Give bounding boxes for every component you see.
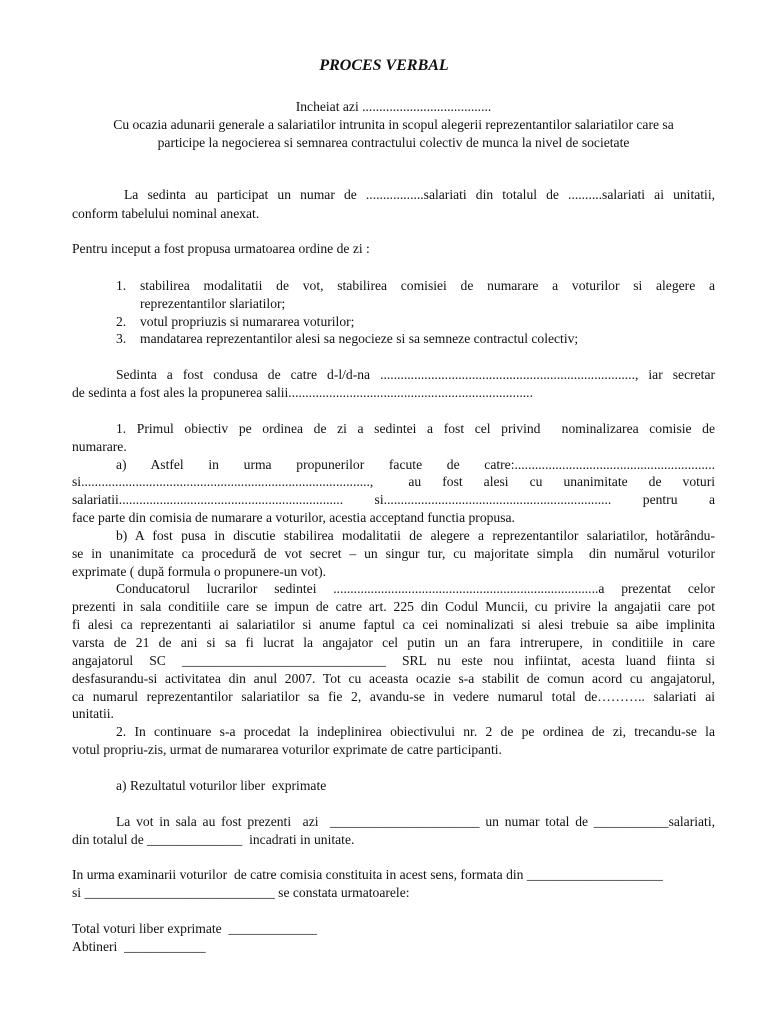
point-a-line-3: salariatii.................................................................. si................................................................... pentru a [72,492,715,507]
agenda-item-2: votul propriuzis si numararea voturilor; [140,314,355,329]
objective-2-line-2: votul propriu-zis, urmat de numararea voturilor exprimate de catre participanti. [72,742,502,757]
participants-line-1: La sedinta au participat un numar de .................salariati din totalul de ..........salariati ai unitatii, [124,187,715,202]
date-line: Incheiat azi ...................................... [295,99,492,114]
conditions-line-5: angajatorul SC ______________________________ SRL nu este nou infiintat, acesta luand fiinta si [72,653,715,668]
conditions-line-8: unitatii. [72,706,114,721]
conditions-line-1: Conducatorul lucrarilor sedintei ..............................................................................a prezentat celor [116,581,715,596]
conditions-line-2: prezenti in sala conditiile care se impun de catre art. 225 din Codul Muncii, cu privire la angajatii care pot [72,599,715,614]
agenda-number-3: 3. [116,331,127,346]
conditions-line-3: fi alesi ca reprezentanti ai salariatilor si anume faptul ca cei nominalizati si alesi trebuie sa aibe implinita [72,617,715,632]
result-heading: a) Rezultatul voturilor liber exprimate [116,778,327,793]
point-a-line-1: a) Astfel in urma propunerilor facute de catre:........................................................... [116,457,715,472]
chair-line-1: Sedinta a fost condusa de catre d-l/d-na ..........................................................................., iar secretar [116,367,715,382]
agenda-item-3: mandatarea reprezentantilor alesi sa negocieze si sa semneze contractul colectiv; [140,331,579,346]
header-line-1: Cu ocazia adunarii generale a salariatilor intrunita in scopul alegerii reprezentantilor salariatilor care sa [113,117,674,132]
header-line-2: participe la negocierea si semnarea contractului colectiv de munca la nivel de societate [157,135,630,150]
point-a-line-2: si....................................................................................., au fost alesi cu unanimitate de voturi [72,474,715,489]
objective-2-line-1: 2. In continuare s-a procedat la indeplinirea obiectivului nr. 2 de pe ordinea de zi, trecandu-se la [116,724,715,739]
objective-1-line-2: numarare. [72,439,127,454]
participants-line-2: conform tabelului nominal anexat. [72,206,260,221]
vote-line-1: La vot in sala au fost prezenti azi ______________________ un numar total de ___________salariati, [116,814,715,829]
conditions-line-4: varsta de 21 de ani si sa fi lucrat la angajator cel putin un an fara intrerupere, in conditiile in care [72,635,715,650]
document-title: PROCES VERBAL [319,57,449,74]
agenda-number-2: 2. [116,314,127,329]
abstentions-line: Abtineri ____________ [72,939,206,954]
point-b-line-1: b) A fost pusa in discutie stabilirea modalitatii de alegere a reprezentantilor salariatilor, hotărându- [116,528,715,543]
chair-line-2: de sedinta a fost ales la propunerea salii........................................................................ [72,385,533,400]
agenda-item-1a: stabilirea modalitatii de vot, stabilirea comisiei de numarare a voturilor si alegere a [140,278,715,293]
point-b-line-3: exprimate ( după formula o propunere-un vot). [72,564,327,579]
vote-line-2: din totalul de ______________ incadrati in unitate. [72,832,355,847]
conditions-line-6: desfasurandu-si activitatea din anul 2007. Tot cu aceasta ocazie s-a stabilit de comun acord cu angajatorul, [72,671,715,686]
conditions-line-7: ca numarul reprezentantilor salariatilor sa fie 2, avandu-se in vedere numarul total de……….. salariati ai [72,689,715,704]
agenda-intro: Pentru inceput a fost propusa urmatoarea ordine de zi : [72,241,370,256]
objective-1-line-1: 1. Primul obiectiv pe ordinea de zi a sedintei a fost cel privind nominalizarea comisie de [116,421,715,436]
point-a-line-4: face parte din comisia de numarare a voturilor, acestia acceptand functia propusa. [72,510,515,525]
agenda-item-1b: reprezentantilor slariatilor; [140,296,286,311]
point-b-line-2: se in unanimitate ca procedură de vot secret – un singur tur, cu majoritate simpla din numărul voturilor [72,546,715,561]
examination-line-2: si ____________________________ se constata urmatoarele: [72,885,410,900]
examination-line-1: In urma examinarii voturilor de catre comisia constituita in acest sens, formata din ____________________ [72,867,663,882]
agenda-number-1: 1. [116,278,127,293]
total-votes-line: Total voturi liber exprimate _____________ [72,921,317,936]
